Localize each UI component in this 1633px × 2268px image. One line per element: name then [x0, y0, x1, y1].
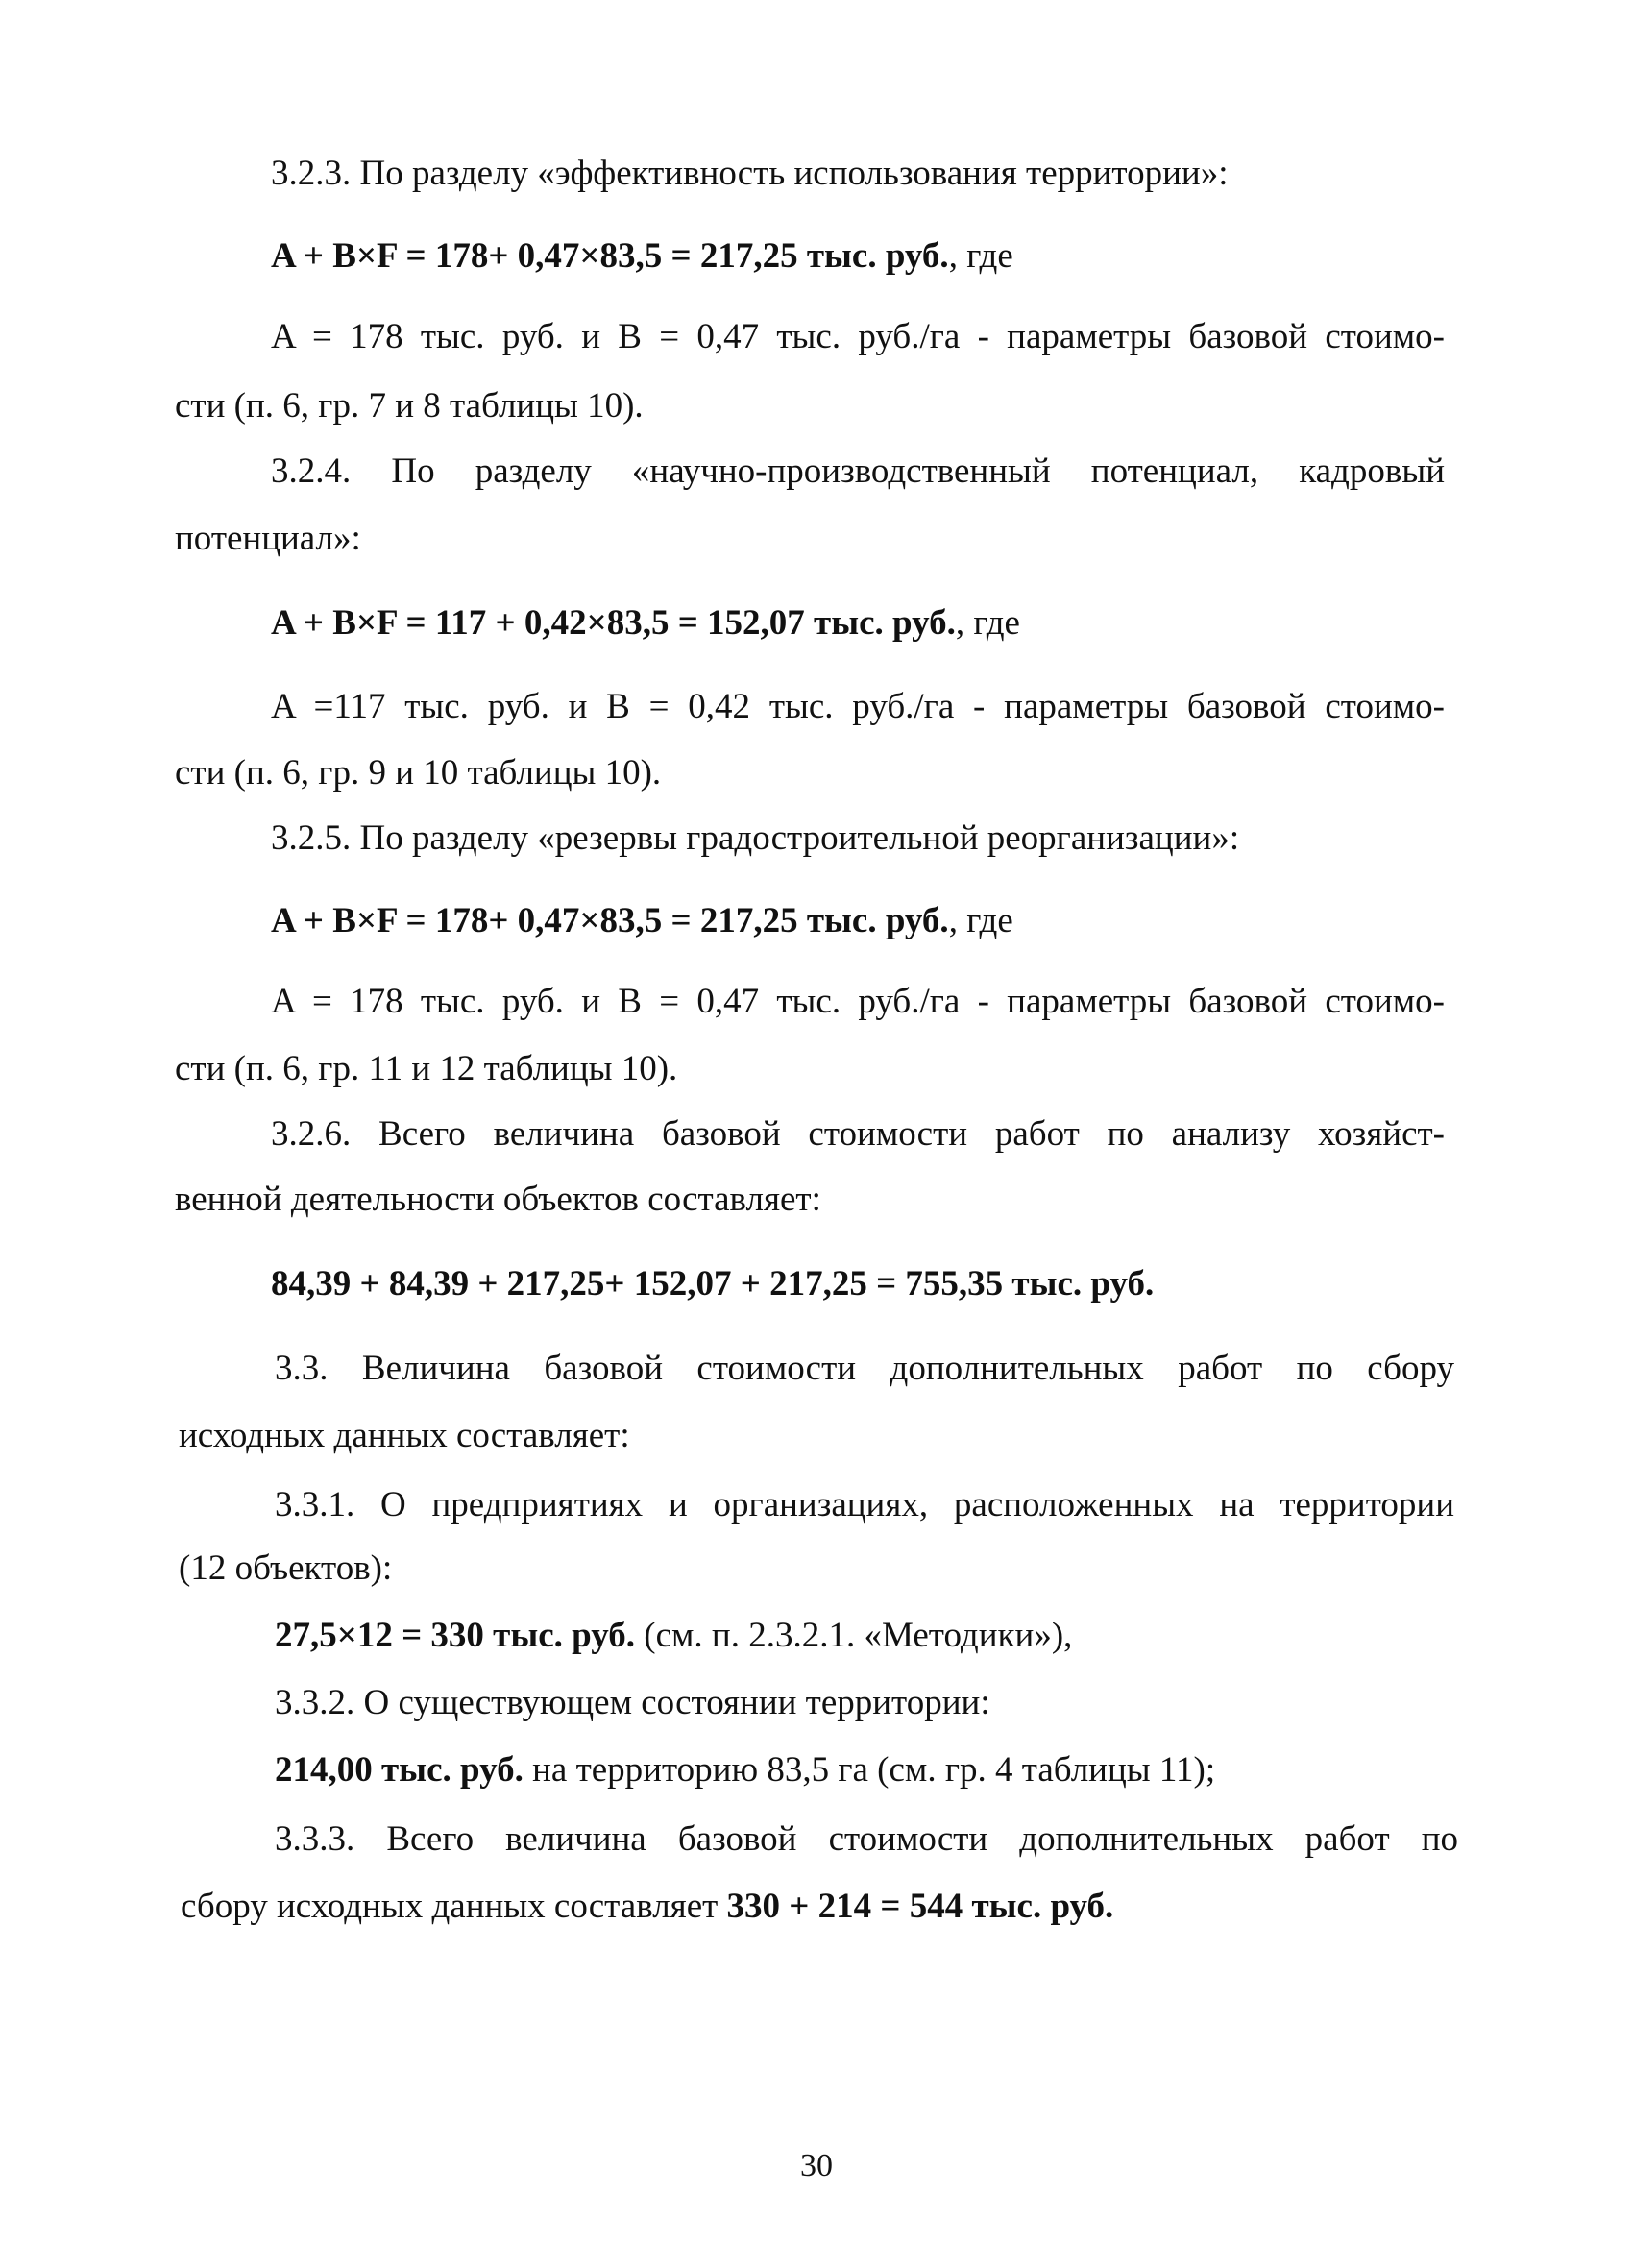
section-3-3-1-formula [0, 1616, 1633, 1657]
section-3-2-4-params-line-2: сти (п. 6, гр. 9 и 10 таблицы 10). [175, 753, 662, 793]
formula-bold: A + B×F = 178+ 0,47×83,5 = 217,25 тыс. руб. [271, 901, 949, 940]
formula-tail: (см. п. 2.3.2.1. «Методики»), [635, 1616, 1073, 1655]
section-3-3-1-line-1: 3.3.1. О предприятиях и организациях, расположенных на территории [275, 1485, 1454, 1524]
section-3-3-line-1: 3.3. Величина базовой стоимости дополнительных работ по сбору [275, 1349, 1454, 1388]
formula-bold: A + B×F = 117 + 0,42×83,5 = 152,07 тыс. руб. [271, 603, 956, 643]
section-3-2-6-line-2: венной деятельности объектов составляет: [175, 1180, 821, 1219]
section-3-2-5-params-line-2: сти (п. 6, гр. 11 и 12 таблицы 10). [175, 1049, 678, 1088]
page-number: 30 [800, 2148, 833, 2183]
formula-tail: , где [948, 901, 1013, 940]
section-3-3-3-line-1: 3.3.3. Всего величина базовой стоимости дополнительных работ по [275, 1819, 1458, 1859]
section-3-2-4-heading-line-2: потенциал»: [175, 519, 361, 558]
section-3-3-2-value [0, 1750, 1633, 1792]
text-part: сбору исходных данных составляет [181, 1887, 727, 1926]
section-3-2-4-heading-line-1: 3.2.4. По разделу «научно-производственный потенциал, кадровый [271, 451, 1445, 491]
formula-bold: A + B×F = 178+ 0,47×83,5 = 217,25 тыс. руб. [271, 236, 949, 276]
section-3-2-3-params-line-2: сти (п. 6, гр. 7 и 8 таблицы 10). [175, 386, 644, 426]
section-3-2-3-params-line-1: A = 178 тыс. руб. и B = 0,47 тыс. руб./га - параметры базовой стоимо- [271, 317, 1445, 356]
section-3-2-3-formula [0, 236, 1633, 278]
formula-bold: 27,5×12 = 330 тыс. руб. [275, 1616, 636, 1655]
section-3-2-3-heading: 3.2.3. По разделу «эффективность использования территории»: [271, 154, 1229, 193]
value-bold: 214,00 тыс. руб. [275, 1750, 524, 1790]
section-3-2-4-formula [0, 603, 1633, 645]
formula-tail: , где [948, 236, 1013, 276]
section-3-2-4-params-line-1: A =117 тыс. руб. и B = 0,42 тыс. руб./га - параметры базовой стоимо- [271, 687, 1445, 726]
section-3-3-1-line-2: (12 объектов): [179, 1549, 393, 1588]
total-bold: 330 + 214 = 544 тыс. руб. [726, 1887, 1114, 1926]
section-3-3-2-heading: 3.3.2. О существующем состоянии территории: [275, 1683, 990, 1722]
section-3-2-5-heading: 3.2.5. По разделу «резервы градостроительной реорганизации»: [271, 818, 1240, 858]
section-3-3-line-2: исходных данных составляет: [179, 1416, 630, 1455]
section-3-2-5-params-line-1: A = 178 тыс. руб. и B = 0,47 тыс. руб./га - параметры базовой стоимо- [271, 982, 1445, 1021]
formula-tail: , где [955, 603, 1020, 643]
section-3-2-6-line-1: 3.2.6. Всего величина базовой стоимости работ по анализу хозяйст- [271, 1114, 1445, 1154]
section-3-3-3-line-2 [0, 1887, 1633, 1928]
value-tail: на территорию 83,5 га (см. гр. 4 таблицы 11); [523, 1750, 1216, 1790]
section-3-2-5-formula [0, 901, 1633, 942]
section-3-2-6-total: 84,39 + 84,39 + 217,25+ 152,07 + 217,25 = 755,35 тыс. руб. [271, 1264, 1155, 1304]
